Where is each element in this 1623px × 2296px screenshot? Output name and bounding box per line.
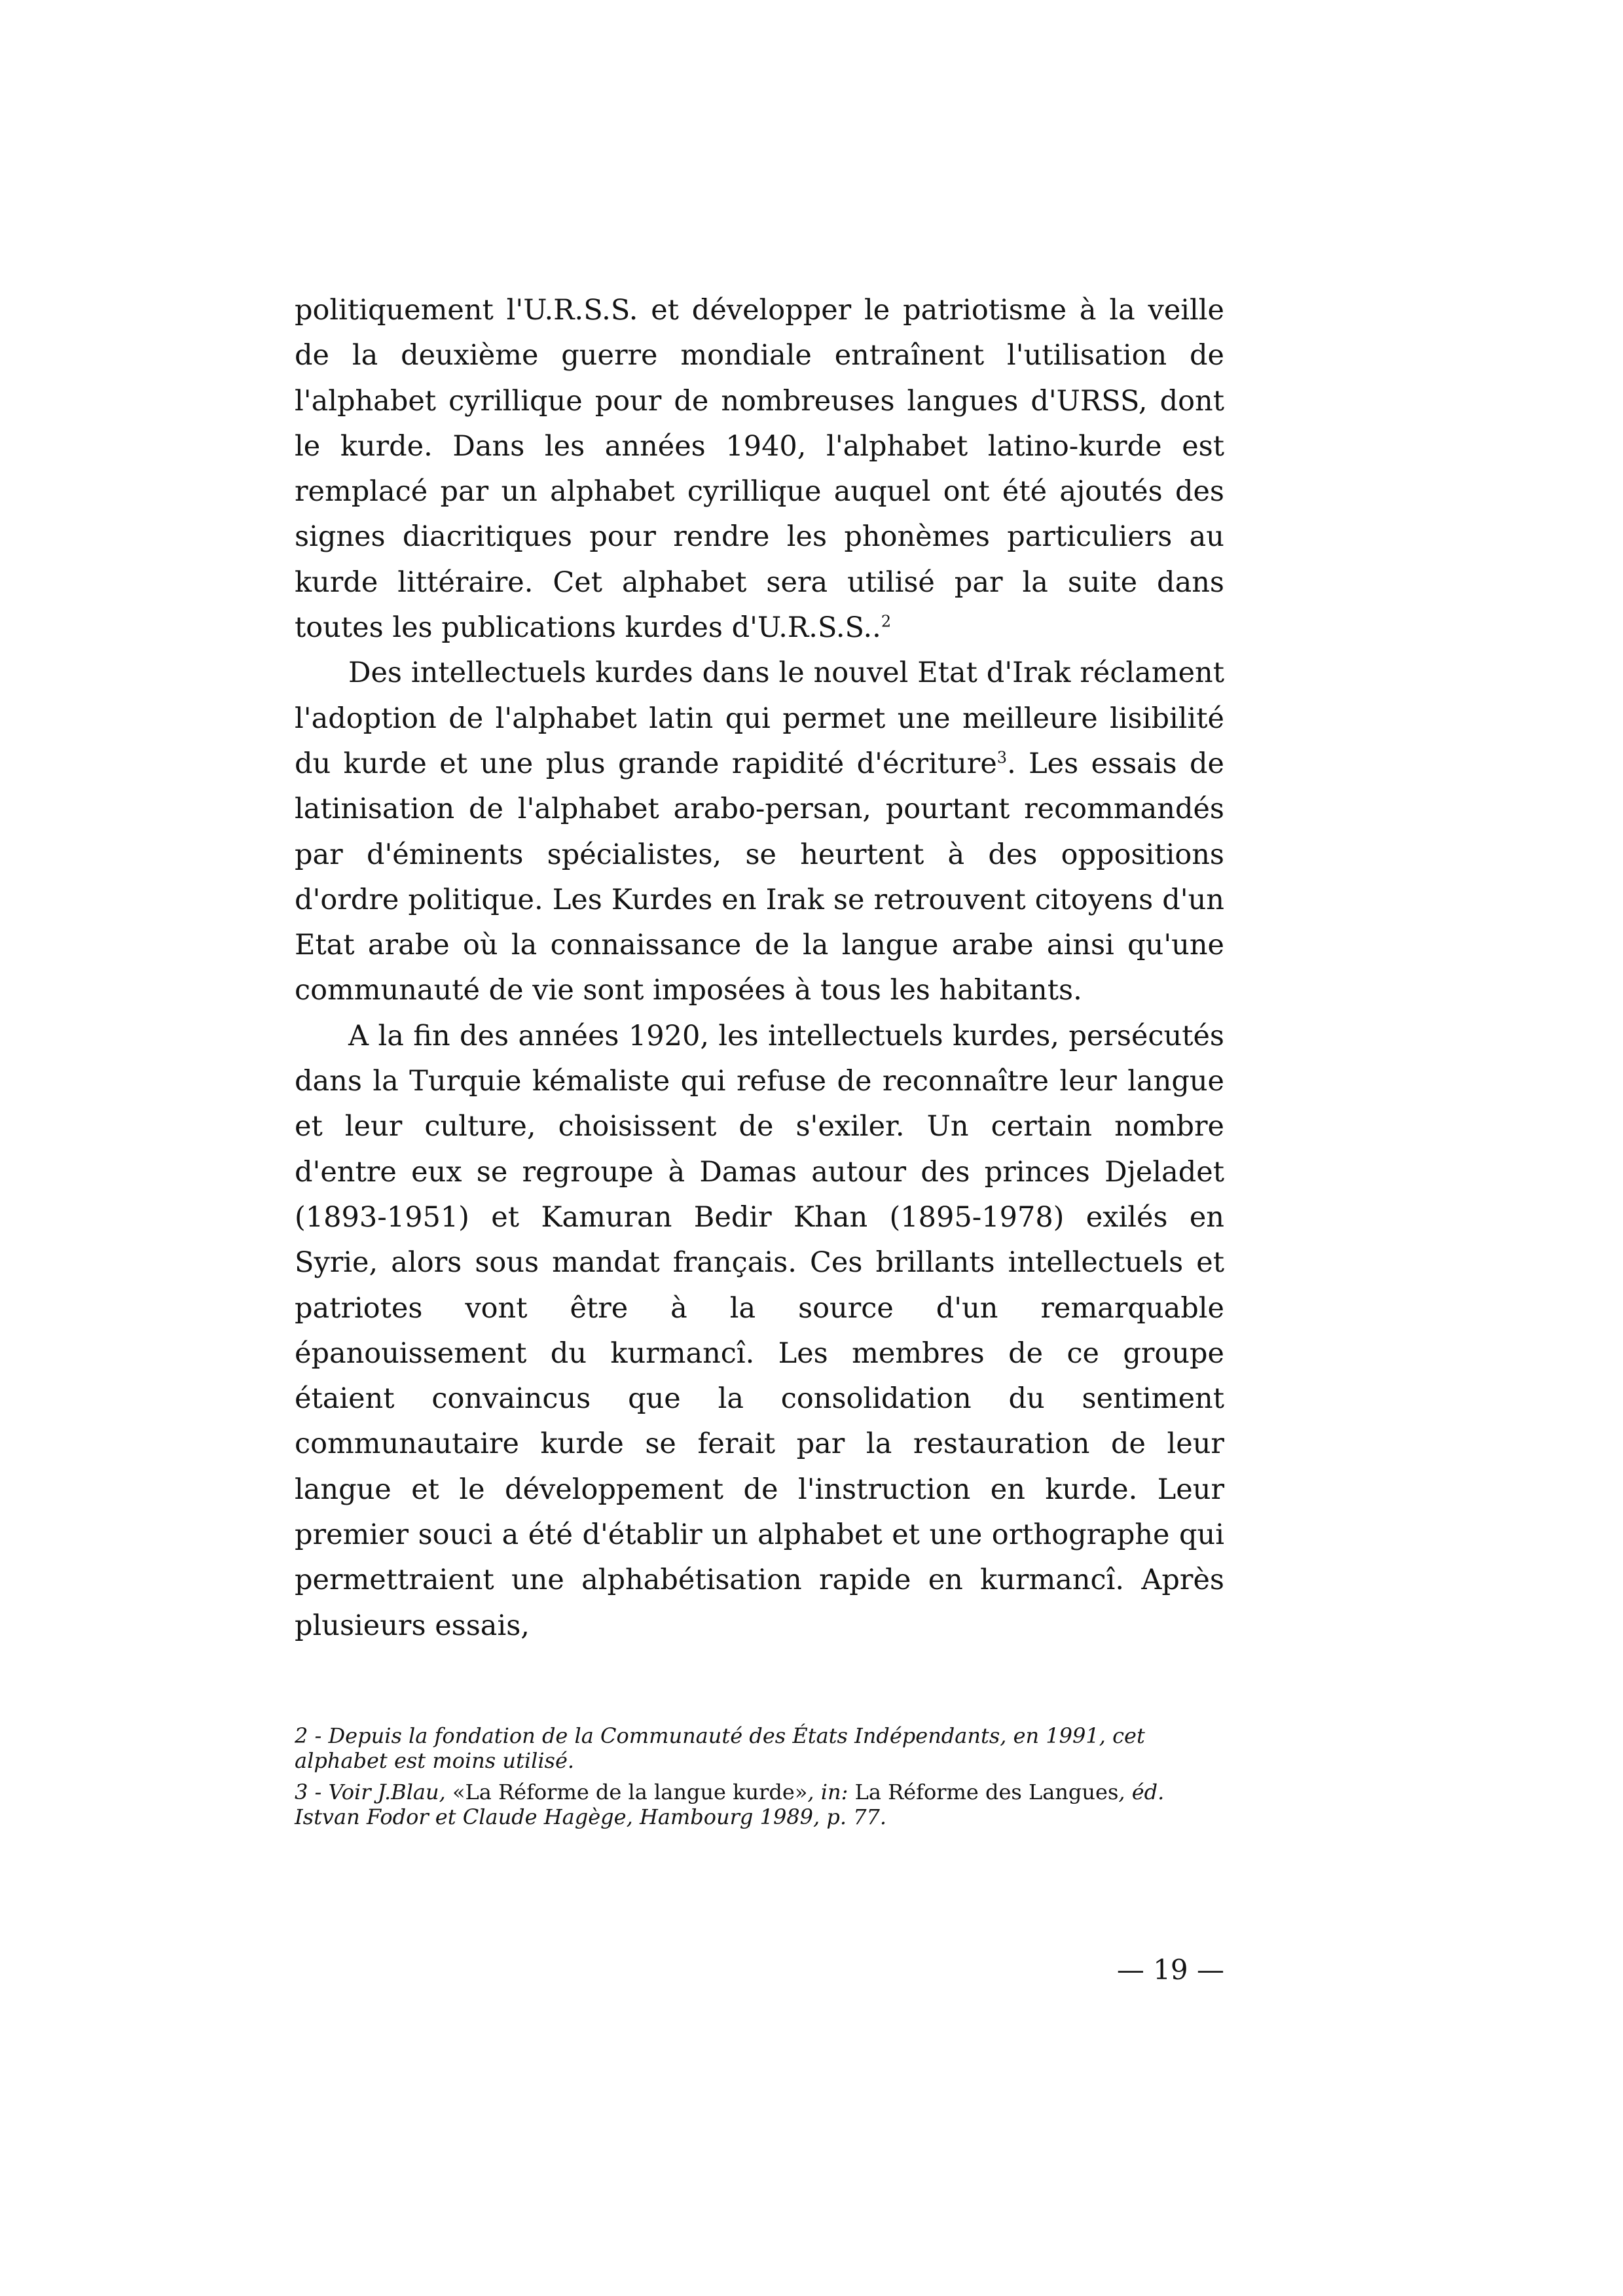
body-text <box>295 288 1224 1649</box>
footnote-ref-2: 2 <box>881 612 892 631</box>
paragraph-2: Des intellectuels kurdes dans le nouvel Etat d'Irak réclament l'adoption de l'alphabet latin qui permet une meilleure lisibilité du kurde et une plus grande rapidité d'écriture$^3$. Les essais de latinisation de l'alphabet arabo-persan, pourtant recommandés par d'éminents spécialistes, se heurtent à des oppositions d'ordre politique. Les Kurdes en Irak se retrouvent citoyens d'un Etat arabe où la connaissance de la langue arabe ainsi qu'une communauté de vie sont imposées à tous les habitants. <box>295 656 1224 1007</box>
footnote-3: 3 - Voir J.Blau, «La Réforme de la langue kurde», in: La Réforme des Langues, éd. Istvan Fodor et Claude Hagège, Hambourg 1989, p. 77. <box>295 1780 1165 1829</box>
footnote-2: 2 - Depuis la fondation de la Communauté des États Indépendants, en 1991, cet alphabet est moins utilisé. <box>295 1723 1145 1773</box>
paragraph-3: A la fin des années 1920, les intellectuels kurdes, persécutés dans la Turquie kémaliste qui refuse de reconnaître leur langue et leur culture, choisissent de s'exiler. Un certain nombre d'entre eux se regroupe à Damas autour des princes Djeladet (1893-1951) et Kamuran Bedir Khan (1895-1978) exilés en Syrie, alors sous mandat français. Ces brillants intellectuels et patriotes vont être à la source d'un remarquable épanouissement du kurmancî. Les membres de ce groupe étaient convaincus que la consolidation du sentiment communautaire kurde se ferait par la restauration de leur langue et le développement de l'instruction en kurde. Leur premier souci a été d'établir un alphabet et une orthographe qui permettraient une alphabétisation rapide en kurmancî. Après plusieurs essais, <box>295 1019 1224 1642</box>
paragraph-1: politiquement l'U.R.S.S. et développer le patriotisme à la veille de la deuxième guerre mondiale entraînent l'utilisation de l'alphabet cyrillique pour de nombreuses langues d'URSS, dont le kurde. Dans les années 1940, l'alphabet latino-kurde est remplacé par un alphabet cyrillique auquel ont été ajoutés des signes diacritiques pour rendre les phonèmes particuliers au kurde littéraire. Cet alphabet sera utilisé par la suite dans toutes les publications kurdes d'U.R.S.S..$^2$ <box>295 294 1224 645</box>
footnotes <box>295 1723 1224 1836</box>
footnote-ref-3: 3 <box>996 748 1008 767</box>
page-number: — 19 — <box>1116 1954 1224 1986</box>
